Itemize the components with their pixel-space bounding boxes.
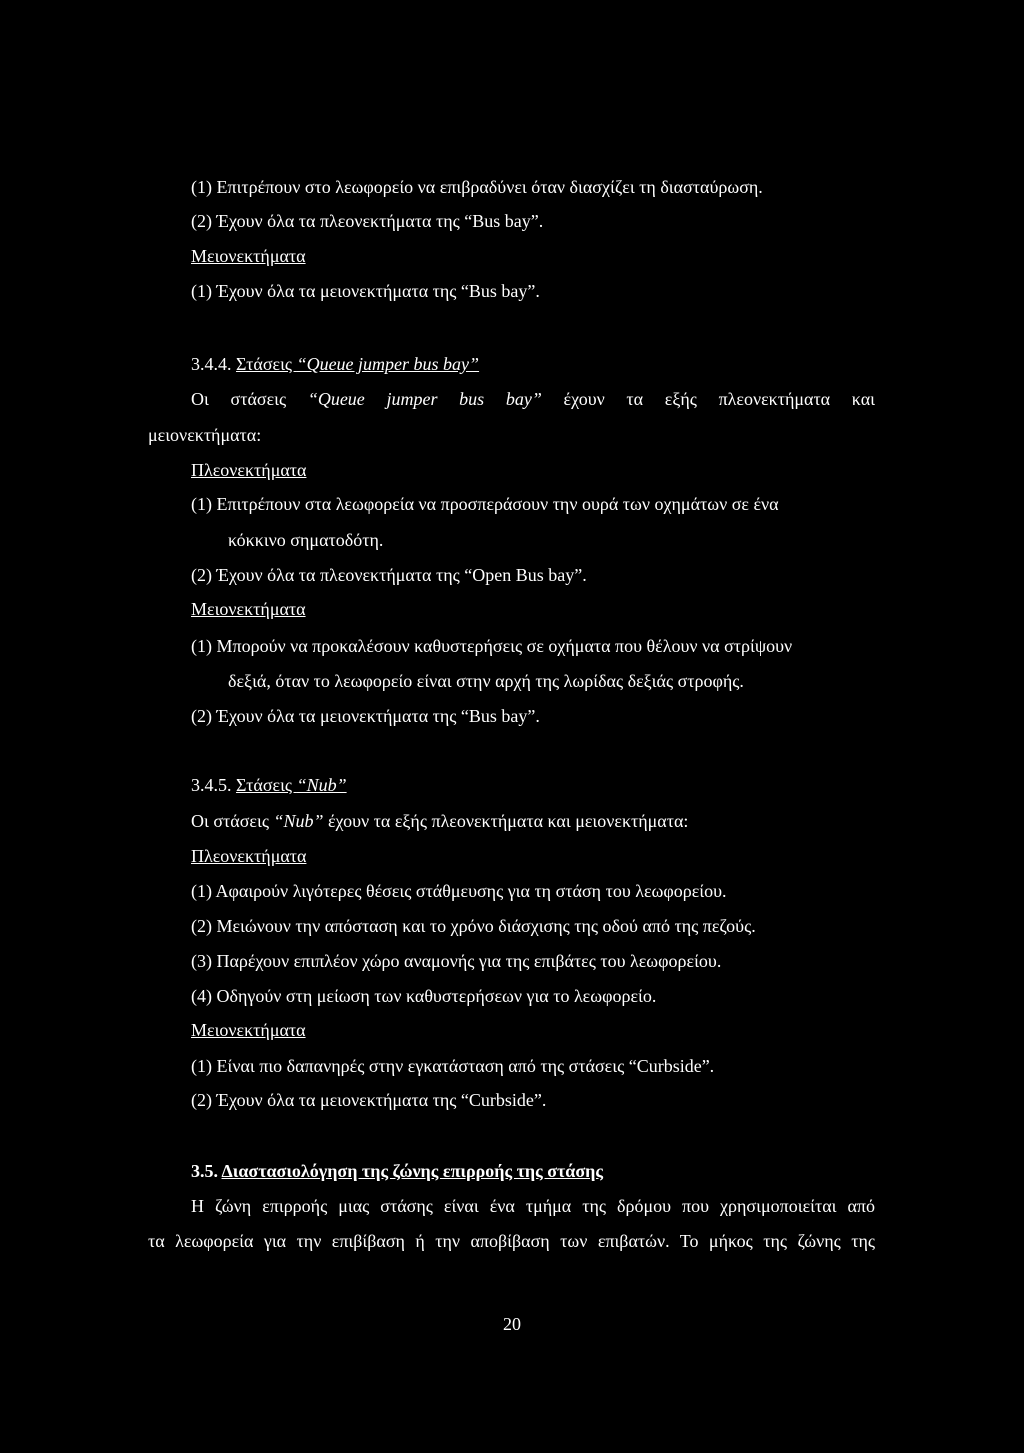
disadvantage-item: (1) Μπορούν να προκαλέσουν καθυστερήσεις σε οχήματα που θέλουν να στρίψουν	[191, 636, 793, 656]
section-title-term: “Nub”	[296, 775, 347, 795]
page-number: 20	[503, 1314, 521, 1334]
section-title	[236, 775, 347, 795]
section-heading-3-4-5	[191, 774, 347, 796]
section-title: Διαστασιολόγηση της ζώνης επιρροής της στάσης	[221, 1161, 603, 1181]
intro-text: Οι στάσεις	[191, 811, 274, 831]
advantage-item: (1) Αφαιρούν λιγότερες θέσεις στάθμευσης για τη στάση του λεωφορείου.	[191, 881, 727, 901]
disadvantage-item: (2) Έχουν όλα τα μειονεκτήματα της “Curbside”.	[191, 1090, 547, 1110]
advantage-item-cont: κόκκινο σηματοδότη.	[228, 530, 384, 550]
advantages-label: Πλεονεκτήματα	[191, 846, 307, 866]
intro-paragraph	[191, 388, 875, 410]
section-title-term: “Queue jumper bus bay”	[296, 354, 480, 374]
disadvantages-label: Μειονεκτήματα	[191, 599, 306, 619]
disadvantages-label: Μειονεκτήματα	[191, 1020, 306, 1040]
section-number: 3.5.	[191, 1161, 222, 1181]
disadvantages-label: Μειονεκτήματα	[191, 246, 306, 266]
intro-text: Οι στάσεις	[191, 389, 308, 409]
advantage-item: (2) Έχουν όλα τα πλεονεκτήματα της “Bus bay”.	[191, 211, 544, 231]
intro-paragraph	[191, 810, 688, 832]
body-paragraph-line: τα λεωφορεία για την επιβίβαση ή την αποβίβαση των επιβατών. Το μήκος της ζώνης της	[148, 1231, 875, 1251]
disadvantage-item-cont: δεξιά, όταν το λεωφορείο είναι στην αρχή της λωρίδας δεξιάς στροφής.	[228, 671, 744, 691]
section-heading-3-5	[191, 1160, 603, 1182]
section-title	[236, 354, 479, 374]
intro-term: “Queue jumper bus bay”	[307, 389, 542, 409]
section-number: 3.4.4.	[191, 354, 236, 374]
advantage-item: (3) Παρέχουν επιπλέον χώρο αναμονής για της επιβάτες του λεωφορείου.	[191, 951, 722, 971]
section-heading-3-4-4	[191, 353, 479, 375]
body-paragraph-line: Η ζώνη επιρροής μιας στάσης είναι ένα τμήμα της δρόμου που χρησιμοποιείται από	[191, 1196, 875, 1216]
section-number: 3.4.5.	[191, 775, 236, 795]
advantage-item: (4) Οδηγούν στη μείωση των καθυστερήσεων για το λεωφορείο.	[191, 986, 657, 1006]
intro-text: έχουν τα εξής πλεονεκτήματα και μειονεκτήματα:	[323, 811, 689, 831]
disadvantage-item: (1) Έχουν όλα τα μειονεκτήματα της “Bus bay”.	[191, 281, 540, 301]
disadvantage-item: (2) Έχουν όλα τα μειονεκτήματα της “Bus bay”.	[191, 706, 540, 726]
intro-term: “Nub”	[273, 811, 324, 831]
section-title-text: Στάσεις	[236, 775, 297, 795]
intro-text: έχουν τα εξής πλεονεκτήματα και	[541, 389, 875, 409]
disadvantage-item: (1) Είναι πιο δαπανηρές στην εγκατάσταση από της στάσεις “Curbside”.	[191, 1056, 715, 1076]
advantage-item: (1) Επιτρέπουν στα λεωφορεία να προσπεράσουν την ουρά των οχημάτων σε ένα	[191, 494, 779, 514]
advantage-item: (2) Μειώνουν την απόσταση και το χρόνο διάσχισης της οδού από της πεζούς.	[191, 916, 756, 936]
intro-paragraph-cont: μειονεκτήματα:	[148, 425, 262, 445]
advantage-item: (2) Έχουν όλα τα πλεονεκτήματα της “Open Bus bay”.	[191, 565, 587, 585]
advantages-label: Πλεονεκτήματα	[191, 460, 307, 480]
section-title-text: Στάσεις	[236, 354, 297, 374]
advantage-item: (1) Επιτρέπουν στο λεωφορείο να επιβραδύνει όταν διασχίζει τη διασταύρωση.	[191, 177, 763, 197]
